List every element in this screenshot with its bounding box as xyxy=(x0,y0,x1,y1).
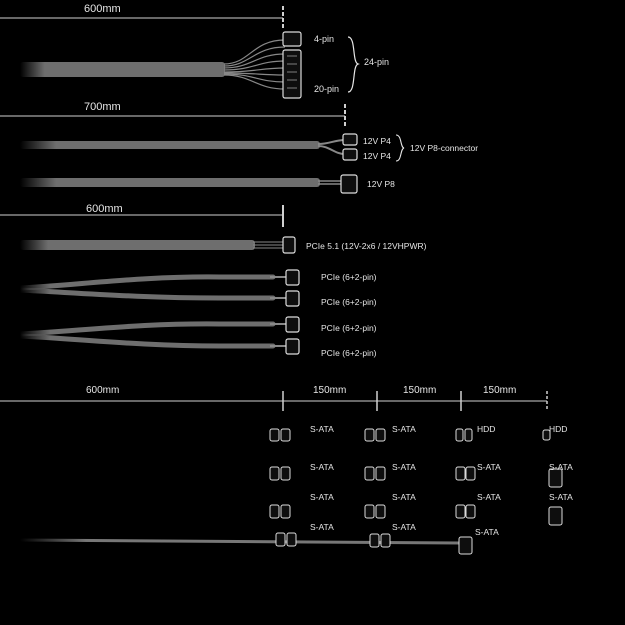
atx-cable xyxy=(20,62,225,77)
pcie-plug-label-3: PCIe (6+2-pin) xyxy=(321,323,377,333)
sata-length-label-3: 150mm xyxy=(403,385,437,396)
atx-length-label: 600mm xyxy=(84,3,121,15)
pcie-hpwr-label: PCIe 5.1 (12V-2x6 / 12VHPWR) xyxy=(306,241,427,251)
sata-row-1-label-2: S-ATA xyxy=(392,424,416,434)
sata-row-1-label-1: S-ATA xyxy=(310,424,334,434)
cpu-p8-cable xyxy=(20,178,320,187)
sata-length-label-4: 150mm xyxy=(483,385,517,396)
pcie-section xyxy=(0,203,427,358)
cpu-p8-group-label: 12V P8-connector xyxy=(410,143,479,153)
atx-brace xyxy=(348,37,358,92)
pcie-plug-label-1: PCIe (6+2-pin) xyxy=(321,272,377,282)
cpu-section xyxy=(0,101,478,193)
cpu-p4-cable xyxy=(20,141,320,149)
cpu-p4-connector-b xyxy=(343,149,357,160)
atx-section xyxy=(0,3,389,98)
pcie-plug-label-4: PCIe (6+2-pin) xyxy=(321,348,377,358)
atx-24pin-label: 24-pin xyxy=(364,57,390,67)
cpu-p8-connector xyxy=(341,175,357,193)
atx-4pin-label: 4-pin xyxy=(314,34,335,44)
sata-row-2-label-3: S-ATA xyxy=(477,462,501,472)
atx-4pin-connector xyxy=(283,32,301,46)
cpu-length-label: 700mm xyxy=(84,101,121,113)
cpu-p8-brace xyxy=(396,135,404,161)
sata-row-2-label-2: S-ATA xyxy=(392,462,416,472)
pcie-hpwr-cable xyxy=(20,240,255,250)
sata-row-4-label-2: S-ATA xyxy=(392,522,416,532)
sata-row-4-cable xyxy=(20,540,460,543)
atx-20pin-connector xyxy=(283,50,301,98)
sata-row-3-label-2: S-ATA xyxy=(392,492,416,502)
pcie-length-label: 600mm xyxy=(86,203,123,215)
sata-row-4-label-3: S-ATA xyxy=(475,527,499,537)
sata-row-2-label-1: S-ATA xyxy=(310,462,334,472)
atx-wire-fan xyxy=(224,40,285,89)
pcie-cable-1 xyxy=(20,277,273,288)
cpu-p4-label-a: 12V P4 xyxy=(363,136,391,146)
pcie-cable-2 xyxy=(20,290,273,298)
sata-row-1-label-4: HDD xyxy=(549,424,568,434)
pcie-cable-3 xyxy=(20,324,273,334)
atx-20pin-label: 20-pin xyxy=(314,84,340,94)
sata-row-2-label-4: S-ATA xyxy=(549,462,573,472)
sata-row-3-label-3: S-ATA xyxy=(477,492,501,502)
sata-row-3-label-1: S-ATA xyxy=(310,492,334,502)
cpu-p4-label-b: 12V P4 xyxy=(363,151,391,161)
sata-row-3-label-4: S-ATA xyxy=(549,492,573,502)
cpu-p8-label: 12V P8 xyxy=(367,179,395,189)
pcie-connector-4 xyxy=(286,339,299,354)
pcie-hpwr-connector xyxy=(283,237,295,253)
sata-row-1-label-3: HDD xyxy=(477,424,496,434)
sata-section xyxy=(0,385,573,554)
sata-row-4-label-1: S-ATA xyxy=(310,522,334,532)
cpu-p4-connector-a xyxy=(343,134,357,145)
pcie-connector-2 xyxy=(286,291,299,306)
sata-length-label-2: 150mm xyxy=(313,385,347,396)
pcie-connector-3 xyxy=(286,317,299,332)
pcie-cable-4 xyxy=(20,336,273,346)
pcie-plug-label-2: PCIe (6+2-pin) xyxy=(321,297,377,307)
sata-length-label-1: 600mm xyxy=(86,385,120,396)
pcie-connector-1 xyxy=(286,270,299,285)
